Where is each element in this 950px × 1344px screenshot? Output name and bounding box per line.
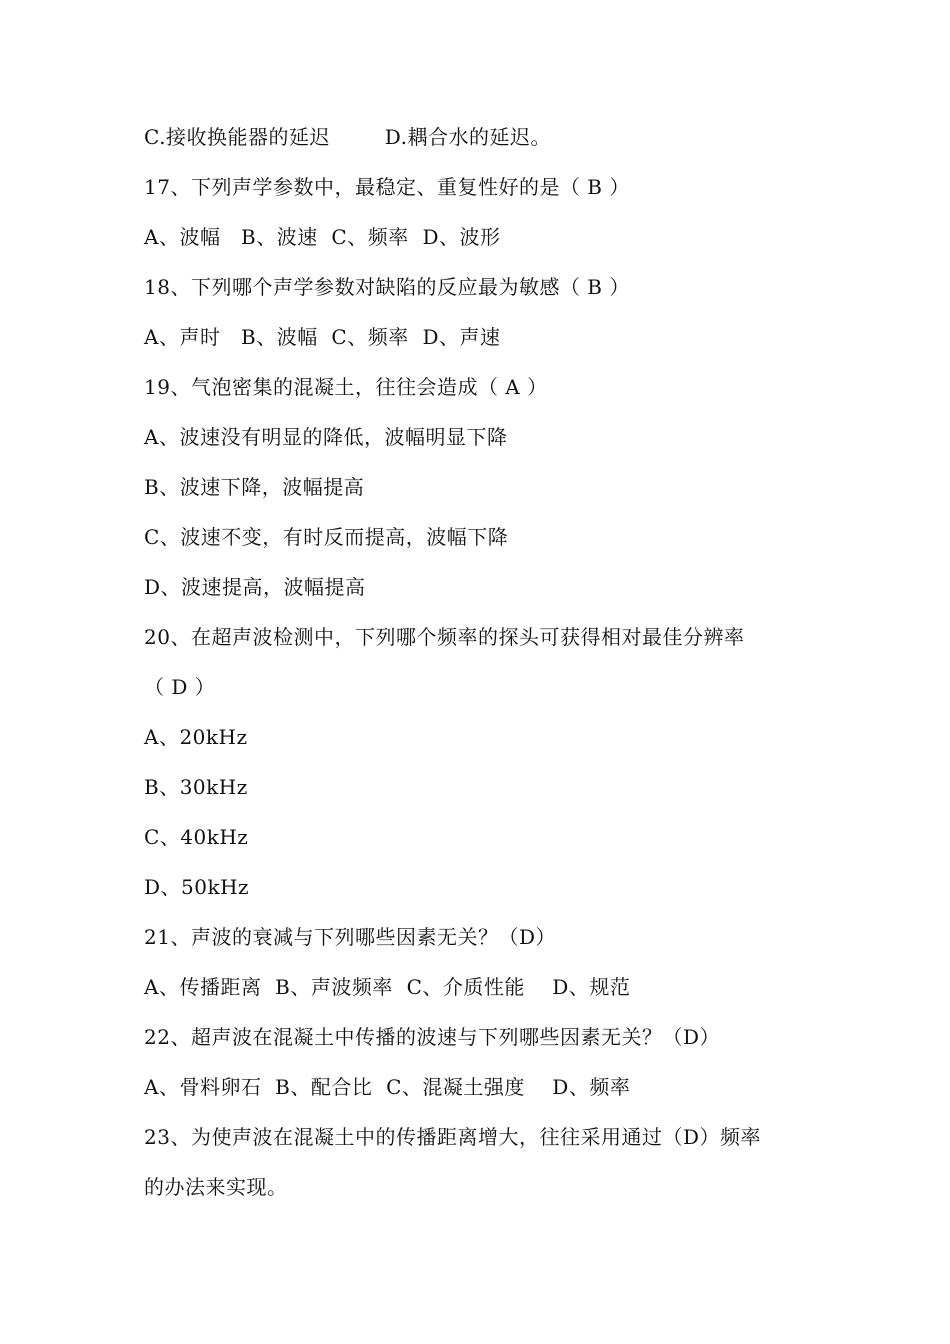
- question-18-options: A、声时 B、波幅 C、频率 D、声速: [144, 325, 501, 349]
- question-20-option-c: C、40kHz: [144, 825, 249, 849]
- question-22-options: A、骨料卵石 B、配合比 C、混凝土强度 D、频率: [144, 1075, 631, 1099]
- question-20-option-d: D、50kHz: [144, 875, 250, 899]
- question-23: 23、为使声波在混凝土中的传播距离增大，往往采用通过（D）频率: [144, 1125, 761, 1149]
- question-19-option-b: B、波速下降，波幅提高: [144, 475, 365, 499]
- option-line-c-d: C.接收换能器的延迟 D.耦合水的延迟。: [144, 125, 551, 149]
- question-21: 21、声波的衰减与下列哪些因素无关？（D）: [144, 925, 556, 949]
- question-19-option-a: A、波速没有明显的降低，波幅明显下降: [144, 425, 508, 449]
- question-20: 20、在超声波检测中，下列哪个频率的探头可获得相对最佳分辨率: [144, 625, 745, 649]
- question-20-option-b: B、30kHz: [144, 775, 248, 799]
- question-19-option-d: D、波速提高，波幅提高: [144, 575, 366, 599]
- question-23-continuation: 的办法来实现。: [144, 1175, 288, 1199]
- question-20-option-a: A、20kHz: [144, 725, 248, 749]
- question-17-options: A、波幅 B、波速 C、频率 D、波形: [144, 225, 501, 249]
- question-text-block: [144, 112, 824, 1212]
- question-20-answer: （ D ）: [144, 675, 216, 699]
- question-19-option-c: C、波速不变，有时反而提高，波幅下降: [144, 525, 509, 549]
- question-19: 19、气泡密集的混凝土，往往会造成（ A ）: [144, 375, 548, 399]
- question-18: 18、下列哪个声学参数对缺陷的反应最为敏感（ B ）: [144, 275, 630, 299]
- question-17: 17、下列声学参数中，最稳定、重复性好的是（ B ）: [144, 175, 630, 199]
- question-22: 22、超声波在混凝土中传播的波速与下列哪些因素无关？（D）: [144, 1025, 720, 1049]
- question-21-options: A、传播距离 B、声波频率 C、介质性能 D、规范: [144, 975, 631, 999]
